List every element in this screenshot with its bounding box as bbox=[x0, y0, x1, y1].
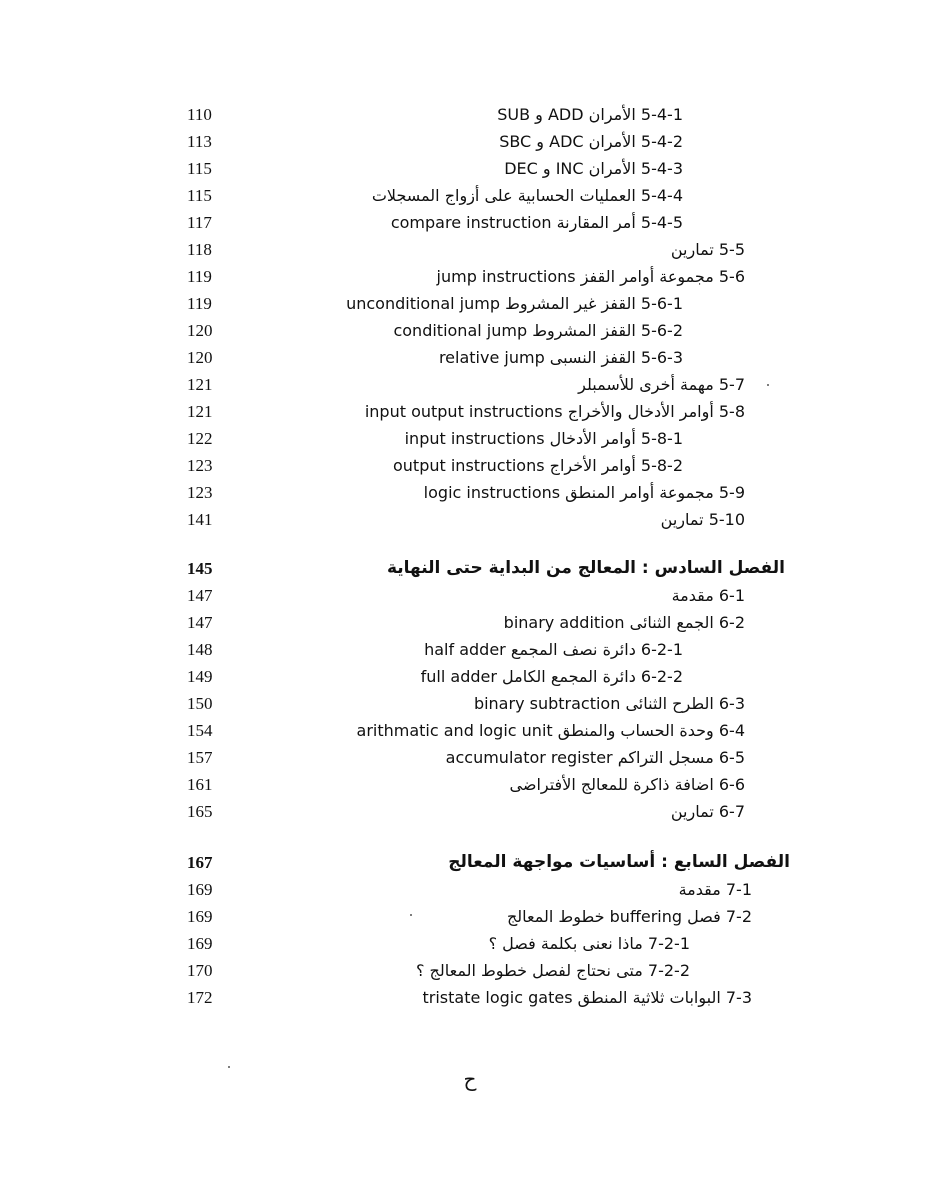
toc-entry bbox=[0, 957, 925, 984]
toc-page-number: 119 bbox=[187, 267, 212, 286]
toc-page-number: 120 bbox=[187, 321, 213, 340]
toc-entry bbox=[0, 506, 925, 533]
toc-page-number: 165 bbox=[187, 802, 213, 821]
toc-entry-title: 5-6-1 القفز غير المشروط unconditional jump bbox=[346, 294, 683, 313]
toc-entry bbox=[0, 717, 925, 744]
toc-entry bbox=[0, 903, 925, 930]
toc-entry-title: 5-5 تمارين bbox=[670, 240, 745, 259]
chapter-title: الفصل السابع : أساسيات مواجهة المعالج bbox=[448, 852, 790, 872]
toc-entry-title: 6-6 اضافة ذاكرة للمعالج الأفتراضى bbox=[509, 775, 745, 794]
toc-page-number: 145 bbox=[187, 559, 213, 578]
toc-entry bbox=[0, 344, 925, 371]
toc-entry bbox=[0, 425, 925, 452]
toc-entry-title: 5-10 تمارين bbox=[660, 510, 745, 529]
toc-page-number: 148 bbox=[187, 640, 213, 659]
toc-entry bbox=[0, 263, 925, 290]
toc-page-number: 150 bbox=[187, 694, 213, 713]
toc-page-number: 118 bbox=[187, 240, 212, 259]
toc-entry bbox=[0, 984, 925, 1011]
toc-entry bbox=[0, 128, 925, 155]
toc-entry-title: 6-2 الجمع الثنائى binary addition bbox=[503, 613, 745, 632]
toc-entry bbox=[0, 876, 925, 903]
toc-entry bbox=[0, 798, 925, 825]
toc-entry bbox=[0, 101, 925, 128]
toc-entry-title: 6-3 الطرح الثنائى binary subtraction bbox=[473, 694, 745, 713]
toc-page-number: 147 bbox=[187, 613, 213, 632]
toc-page-number: 172 bbox=[187, 988, 213, 1007]
toc-entry bbox=[0, 479, 925, 506]
toc-entry-title: 5-4-5 أمر المقارنة compare instruction bbox=[390, 213, 683, 232]
toc-entry-title: 5-4-2 الأمران ADC و SBC bbox=[499, 132, 683, 151]
toc-page-number: 120 bbox=[187, 348, 213, 367]
toc-page-number: 119 bbox=[187, 294, 212, 313]
toc-page-number: 141 bbox=[187, 510, 213, 529]
toc-entry-title: 5-9 مجموعة أوامر المنطق logic instructions bbox=[423, 483, 745, 502]
toc-page-number: 167 bbox=[187, 853, 213, 872]
speck bbox=[767, 384, 769, 386]
toc-entry-title: 5-8-2 أوامر الأخراج output instructions bbox=[393, 456, 683, 475]
toc-entry bbox=[0, 609, 925, 636]
toc-entry-title: 6-1 مقدمة bbox=[671, 586, 745, 605]
toc-page-number: 117 bbox=[187, 213, 212, 232]
toc-page-number: 123 bbox=[187, 456, 213, 475]
toc-entry-title: 6-5 مسجل التراكم accumulator register bbox=[445, 748, 745, 767]
toc-page-number: 121 bbox=[187, 375, 213, 394]
toc-page-number: 170 bbox=[187, 961, 213, 980]
toc-entry bbox=[0, 236, 925, 263]
toc-entry bbox=[0, 317, 925, 344]
toc-entry-title: 5-4-3 الأمران INC و DEC bbox=[504, 159, 683, 178]
speck bbox=[228, 1066, 230, 1068]
toc-page-number: 161 bbox=[187, 775, 213, 794]
toc-entry bbox=[0, 771, 925, 798]
toc-entry-title: 6-4 وحدة الحساب والمنطق arithmatic and logic unit bbox=[356, 721, 745, 740]
chapter-heading-row bbox=[0, 555, 925, 582]
toc-entry-title: 5-8-1 أوامر الأدخال input instructions bbox=[404, 429, 683, 448]
toc-entry-title: 7-1 مقدمة bbox=[678, 880, 752, 899]
toc-page-number: 110 bbox=[187, 105, 212, 124]
toc-page-number: 123 bbox=[187, 483, 213, 502]
toc-entry bbox=[0, 663, 925, 690]
toc-entry bbox=[0, 636, 925, 663]
toc-page-number: 154 bbox=[187, 721, 213, 740]
toc-entry-title: 5-6 مجموعة أوامر القفز jump instructions bbox=[436, 267, 745, 286]
toc-entry-title: 5-6-2 القفز المشروط conditional jump bbox=[393, 321, 683, 340]
toc-page-number: 169 bbox=[187, 880, 213, 899]
toc-page-number: 149 bbox=[187, 667, 213, 686]
toc-page-number: 115 bbox=[187, 159, 212, 178]
toc-entry bbox=[0, 930, 925, 957]
toc-entry bbox=[0, 371, 925, 398]
toc-page-number: 147 bbox=[187, 586, 213, 605]
toc-entry-title: 6-2-2 دائرة المجمع الكامل full adder bbox=[420, 667, 683, 686]
toc-entry-title: 7-2-2 متى نحتاج لفصل خطوط المعالج ؟ bbox=[415, 961, 690, 980]
toc-entry-title: 6-7 تمارين bbox=[670, 802, 745, 821]
toc-entry-title: 5-6-3 القفز النسبى relative jump bbox=[438, 348, 683, 367]
toc-page-number: 157 bbox=[187, 748, 213, 767]
toc-entry bbox=[0, 690, 925, 717]
toc-entry bbox=[0, 290, 925, 317]
toc-entry-title: 5-7 مهمة أخرى للأسمبلر bbox=[578, 375, 745, 394]
toc-entry-title: 7-2-1 ماذا نعنى بكلمة فصل ؟ bbox=[488, 934, 690, 953]
toc-entry bbox=[0, 398, 925, 425]
toc-page-number: 121 bbox=[187, 402, 213, 421]
toc-entry-title: 5-4-1 الأمران ADD و SUB bbox=[497, 105, 683, 124]
toc-page-number: 122 bbox=[187, 429, 213, 448]
chapter-title: الفصل السادس : المعالج من البداية حتى النهاية bbox=[386, 558, 785, 578]
toc-page-number: 169 bbox=[187, 907, 213, 926]
toc-entry-title: 5-4-4 العمليات الحسابية على أزواج المسجلات bbox=[371, 186, 683, 205]
toc-entry bbox=[0, 744, 925, 771]
toc-entry bbox=[0, 182, 925, 209]
toc-entry-title: 5-8 أوامر الأدخال والأخراج input output instructions bbox=[364, 402, 745, 421]
toc-page-number: 115 bbox=[187, 186, 212, 205]
toc-page-number: 113 bbox=[187, 132, 212, 151]
toc-entry-title: 7-2 فصل buffering خطوط المعالج bbox=[506, 907, 752, 926]
toc-page-number: 169 bbox=[187, 934, 213, 953]
toc-entry bbox=[0, 582, 925, 609]
page-number-footer: ح bbox=[463, 1067, 477, 1091]
chapter-heading-row bbox=[0, 849, 925, 876]
toc-entry bbox=[0, 452, 925, 479]
toc-entry-title: 7-3 البوابات ثلاثية المنطق tristate logic gates bbox=[422, 988, 752, 1007]
speck bbox=[410, 914, 412, 916]
toc-entry-title: 6-2-1 دائرة نصف المجمع half adder bbox=[424, 640, 683, 659]
toc-entry bbox=[0, 209, 925, 236]
toc-entry bbox=[0, 155, 925, 182]
